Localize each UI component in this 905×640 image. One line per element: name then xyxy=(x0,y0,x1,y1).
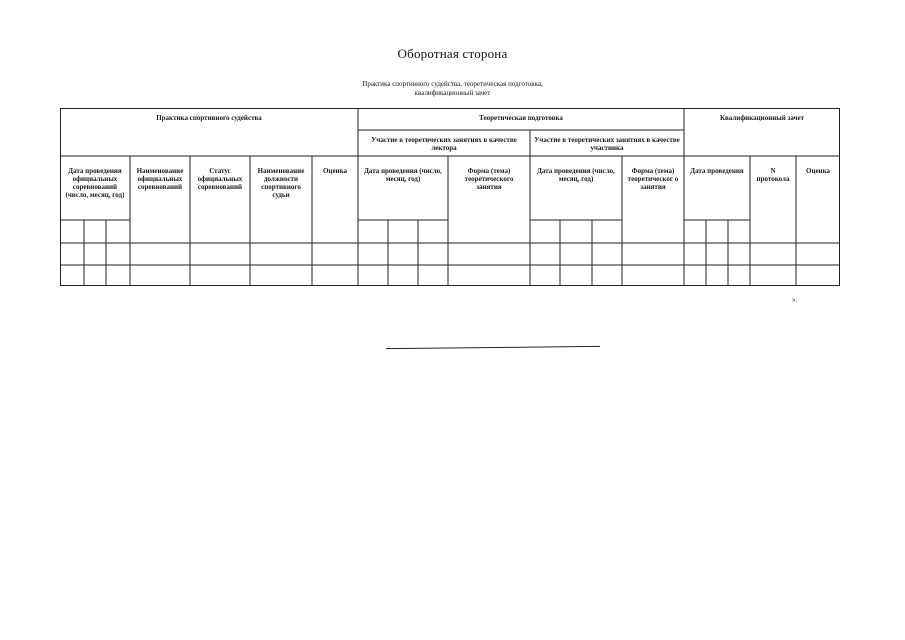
subtitle-line-2: квалификационный зачет xyxy=(414,88,491,97)
group-header-qualification: Квалификационный зачет xyxy=(719,114,805,122)
column-header-judging-date: Дата проведения официальных соревнований (число, месяц, год) xyxy=(65,167,125,199)
page-title: Оборотная сторона xyxy=(397,46,508,61)
column-header-participant-form: Форма (тема) теоретическог о занятия xyxy=(627,167,679,191)
column-header-lecturer-form: Форма (тема) теоретического занятия xyxy=(464,167,514,191)
column-header-lecturer-date: Дата проведения (число, месяц, год) xyxy=(364,167,442,183)
column-header-judging-name: Наименование официальных соревнований xyxy=(136,167,184,191)
column-header-qual-protocol: N протокола xyxy=(756,167,790,183)
column-header-qual-grade: Оценка xyxy=(805,167,831,175)
column-header-judging-status: Статус официальных соревнований xyxy=(197,167,243,191)
page-mark: ». xyxy=(792,296,798,304)
column-header-judging-grade: Оценка xyxy=(322,167,348,175)
column-header-participant-date: Дата проведения (число, месяц, год) xyxy=(537,167,615,183)
column-header-qual-date: Дата проведения xyxy=(690,167,744,175)
signature-line xyxy=(386,346,600,349)
subgroup-header-lecturer: Участие в теоретических занятиях в качестве лектора xyxy=(371,136,517,152)
records-table xyxy=(60,108,840,286)
column-header-judging-position: Наименование должности спортивного судьи xyxy=(257,167,305,199)
table-grid-lines xyxy=(60,108,840,286)
group-header-judging: Практика спортивного судейства xyxy=(156,114,262,122)
page-subtitle xyxy=(300,80,605,97)
group-header-theory: Теоретическая подготовка xyxy=(479,114,563,122)
subtitle-line-1: Практика спортивного судейства, теоретическая подготовка, xyxy=(362,80,543,88)
subgroup-header-participant: Участие в теоретических занятиях в качестве участника xyxy=(534,136,680,152)
